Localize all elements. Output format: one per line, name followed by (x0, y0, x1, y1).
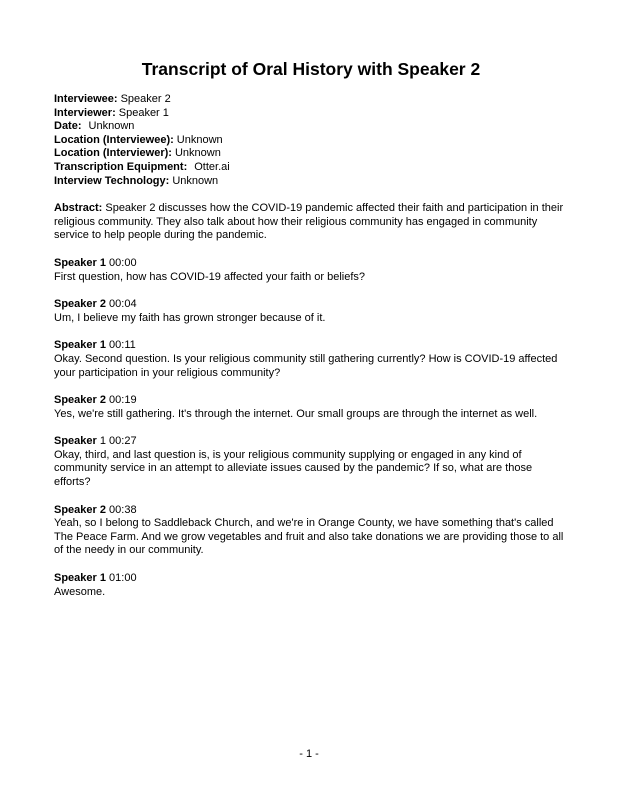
meta-label: Interviewee: (54, 93, 118, 105)
meta-label: Date: (54, 120, 82, 133)
segment-text: Okay. Second question. Is your religious community still gathering currently? How is COVID-19 affected your participation in your religious community? (54, 352, 558, 379)
speaker-timestamp: 00:38 (105, 503, 137, 516)
segment-text: First question, how has COVID-19 affected your faith or beliefs? (54, 270, 366, 283)
segment-text: Yeah, so I belong to Saddleback Church, and we're in Orange County, we have something that's called The Peace Farm. And we grow vegetables and fruit and also take donations we are providing those to all of the needy in our community. (54, 517, 564, 557)
meta-value: Unknown (176, 133, 223, 146)
metadata-block (54, 93, 568, 188)
page-number: - 1 - (299, 748, 319, 760)
meta-value: Unknown (174, 147, 221, 160)
segment-speaker-line (54, 504, 568, 518)
segment-text: Okay, third, and last question is, is your religious community supplying or engaged in any kind of community service in an attempt to alleviate issues caused by the pandemic? If so, what are those efforts? (54, 448, 533, 489)
speaker-timestamp: 00:11 (105, 339, 136, 352)
abstract-paragraph (54, 202, 568, 243)
speaker-name: Speaker (54, 435, 97, 448)
abstract-text: Speaker 2 discusses how the COVID-19 pandemic affected their faith and participation in their religious community. They also talk about how their religious community has engaged in community service to help people during the pandemic. (54, 202, 564, 242)
segment-text: Um, I believe my faith has grown stronger because of it. (54, 311, 326, 324)
segment-speaker-line (54, 339, 568, 353)
segment-text: Awesome. (54, 585, 106, 598)
speaker-name: Speaker 2 (54, 298, 106, 311)
speaker-timestamp: 00:04 (105, 298, 137, 311)
transcript-segment (54, 572, 568, 599)
speaker-name: Speaker 2 (54, 503, 106, 516)
meta-label: Location (Interviewee): (54, 133, 174, 146)
speaker-timestamp: 00:19 (105, 394, 137, 407)
meta-value: Unknown (172, 174, 219, 187)
meta-line-transcription-equipment (54, 161, 568, 175)
speaker-name: Speaker 1 (54, 339, 106, 352)
meta-value: Speaker 1 (118, 106, 169, 119)
speaker-timestamp: 01:00 (105, 572, 137, 585)
meta-label: Transcription Equipment: (54, 160, 188, 173)
meta-line-location-interviewee (54, 134, 568, 148)
meta-value: Otter.ai (194, 160, 230, 173)
meta-label: Interviewer: (54, 106, 116, 119)
speaker-timestamp: 1 00:27 (96, 435, 137, 448)
transcript-segment (54, 504, 568, 558)
transcript-segment (54, 394, 568, 421)
segment-speaker-line (54, 572, 568, 586)
meta-line-date (54, 120, 568, 134)
segment-text: Yes, we're still gathering. It's through the internet. Our small groups are through the internet as well. (54, 407, 538, 420)
meta-label: Interview Technology: (54, 174, 170, 187)
speaker-name: Speaker 1 (54, 256, 106, 269)
transcript-segment (54, 257, 568, 284)
speaker-name: Speaker 2 (54, 394, 106, 407)
speaker-timestamp: 00:00 (105, 256, 137, 269)
segment-speaker-line (54, 298, 568, 312)
transcript-segment (54, 298, 568, 325)
transcript-segment (54, 339, 568, 380)
meta-line-interviewee (54, 93, 568, 107)
meta-line-interviewer (54, 107, 568, 121)
segment-speaker-line (54, 394, 568, 408)
meta-line-interview-technology (54, 175, 568, 189)
segment-speaker-line (54, 435, 568, 449)
transcript-segment (54, 435, 568, 489)
meta-line-location-interviewer (54, 147, 568, 161)
segment-speaker-line (54, 257, 568, 271)
meta-value: Unknown (88, 120, 135, 133)
speaker-name: Speaker 1 (54, 572, 106, 585)
meta-value: Speaker 2 (120, 93, 171, 105)
document-title: Transcript of Oral History with Speaker 2 (141, 59, 481, 79)
meta-label: Location (Interviewer): (54, 147, 172, 160)
abstract-label: Abstract: (54, 202, 103, 215)
